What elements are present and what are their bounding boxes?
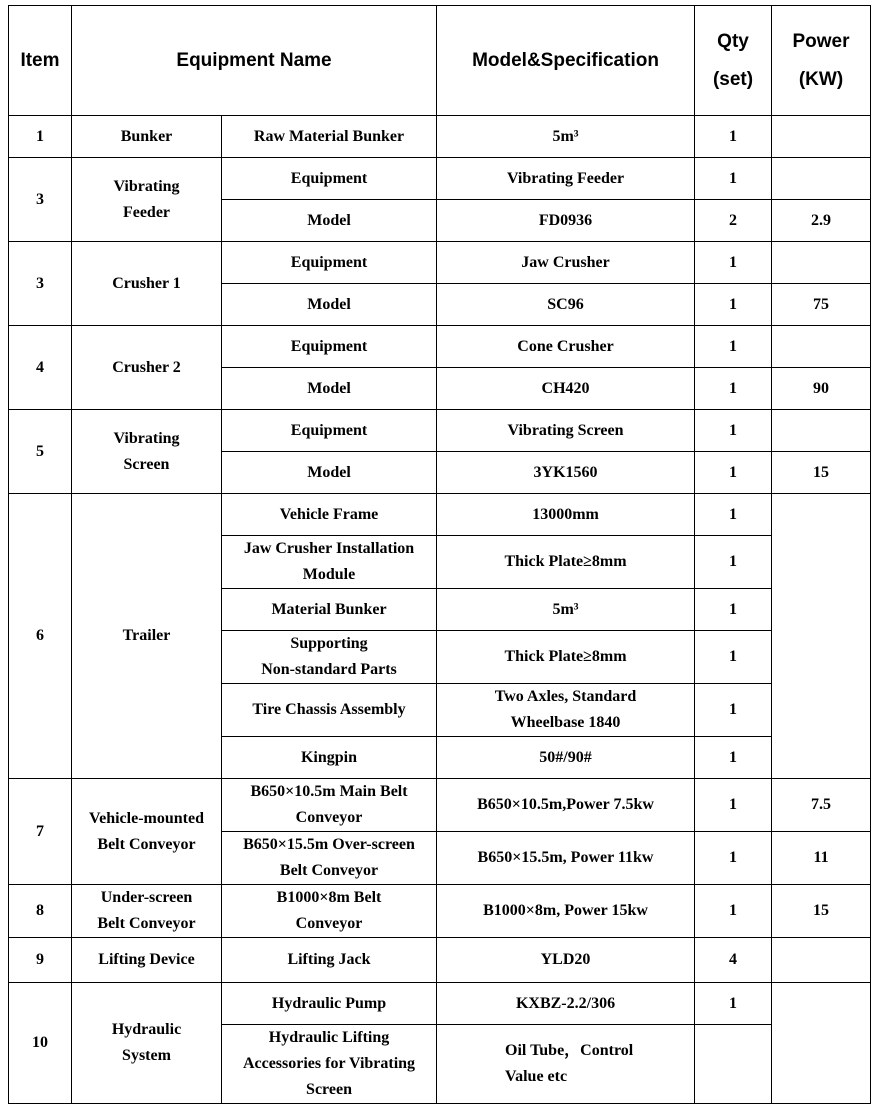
table-row bbox=[9, 116, 871, 158]
header-equipment-name: Equipment Name bbox=[72, 6, 437, 116]
component-name-line: B650×10.5m Main Belt bbox=[250, 783, 408, 800]
item-number: 6 bbox=[9, 494, 72, 779]
component-name: Model bbox=[222, 368, 437, 410]
qty-cell: 1 bbox=[695, 410, 772, 452]
table-row bbox=[9, 494, 871, 536]
table-row bbox=[9, 938, 871, 983]
group-name: Crusher 2 bbox=[72, 326, 222, 410]
spec-cell: B650×15.5m, Power 11kw bbox=[437, 832, 695, 885]
group-name-line: Screen bbox=[123, 455, 170, 473]
spec-cell: B1000×8m, Power 15kw bbox=[437, 885, 695, 938]
table-row bbox=[9, 779, 871, 832]
table-row bbox=[9, 885, 871, 938]
spec-cell: 50#/90# bbox=[437, 737, 695, 779]
component-name: Lifting Jack bbox=[222, 938, 437, 983]
component-name: Model bbox=[222, 200, 437, 242]
group-name: Trailer bbox=[72, 494, 222, 779]
power-cell bbox=[772, 326, 871, 368]
power-cell bbox=[772, 983, 871, 1104]
spec-cell: Thick Plate≥8mm bbox=[437, 536, 695, 589]
qty-cell: 1 bbox=[695, 326, 772, 368]
component-name-line: Accessories for Vibrating bbox=[242, 1055, 416, 1072]
component-name: Kingpin bbox=[222, 737, 437, 779]
qty-cell: 2 bbox=[695, 200, 772, 242]
spec-cell: Jaw Crusher bbox=[437, 242, 695, 284]
spec-cell: 13000mm bbox=[437, 494, 695, 536]
qty-cell: 1 bbox=[695, 779, 772, 832]
power-cell: 2.9 bbox=[772, 200, 871, 242]
item-number: 3 bbox=[9, 158, 72, 242]
group-name: Lifting Device bbox=[72, 938, 222, 983]
qty-cell: 1 bbox=[695, 536, 772, 589]
qty-cell: 1 bbox=[695, 589, 772, 631]
spec-cell: 3YK1560 bbox=[437, 452, 695, 494]
component-name: Model bbox=[222, 452, 437, 494]
qty-cell: 1 bbox=[695, 116, 772, 158]
spec-cell: 5m³ bbox=[437, 116, 695, 158]
component-name bbox=[222, 832, 437, 885]
component-name: Vehicle Frame bbox=[222, 494, 437, 536]
item-number: 9 bbox=[9, 938, 72, 983]
table-row bbox=[9, 410, 871, 452]
component-name: Material Bunker bbox=[222, 589, 437, 631]
component-name: Equipment bbox=[222, 158, 437, 200]
header-power-label: Power bbox=[792, 30, 850, 52]
component-name: Hydraulic Pump bbox=[222, 983, 437, 1025]
spec-cell: Cone Crusher bbox=[437, 326, 695, 368]
header-model-spec: Model&Specification bbox=[437, 6, 695, 116]
spec-cell: Vibrating Screen bbox=[437, 410, 695, 452]
spec-cell: SC96 bbox=[437, 284, 695, 326]
power-cell: 7.5 bbox=[772, 779, 871, 832]
table-row bbox=[9, 983, 871, 1025]
header-item: Item bbox=[9, 6, 72, 116]
spec-cell: KXBZ-2.2/306 bbox=[437, 983, 695, 1025]
header-row bbox=[9, 6, 871, 116]
header-qty bbox=[695, 6, 772, 116]
group-name bbox=[72, 410, 222, 494]
item-number: 7 bbox=[9, 779, 72, 885]
component-name bbox=[222, 779, 437, 832]
group-name bbox=[72, 158, 222, 242]
group-name bbox=[72, 983, 222, 1104]
component-name: Equipment bbox=[222, 326, 437, 368]
component-name-line: Conveyor bbox=[295, 809, 363, 826]
power-cell: 75 bbox=[772, 284, 871, 326]
spec-cell: CH420 bbox=[437, 368, 695, 410]
component-name-line: Supporting bbox=[290, 635, 368, 652]
table-row bbox=[9, 158, 871, 200]
component-name-line: Non-standard Parts bbox=[261, 661, 397, 678]
group-name-line: Vibrating bbox=[113, 177, 180, 195]
spec-line: Value etc bbox=[505, 1068, 568, 1085]
spec-cell: FD0936 bbox=[437, 200, 695, 242]
power-cell bbox=[772, 158, 871, 200]
component-name: Equipment bbox=[222, 242, 437, 284]
qty-cell: 1 bbox=[695, 631, 772, 684]
component-name: Raw Material Bunker bbox=[222, 116, 437, 158]
group-name-line: Feeder bbox=[122, 203, 171, 221]
group-name-line: Hydraulic bbox=[111, 1021, 182, 1038]
power-cell bbox=[772, 410, 871, 452]
qty-cell: 1 bbox=[695, 452, 772, 494]
power-cell: 90 bbox=[772, 368, 871, 410]
item-number: 1 bbox=[9, 116, 72, 158]
group-name bbox=[72, 779, 222, 885]
component-name bbox=[222, 536, 437, 589]
qty-cell: 1 bbox=[695, 158, 772, 200]
qty-cell bbox=[695, 1025, 772, 1104]
table-row bbox=[9, 242, 871, 284]
power-cell bbox=[772, 938, 871, 983]
table-row bbox=[9, 326, 871, 368]
spec-cell bbox=[437, 1025, 695, 1104]
component-name-line: B1000×8m Belt bbox=[276, 889, 382, 906]
qty-cell: 4 bbox=[695, 938, 772, 983]
component-name-line: Hydraulic Lifting bbox=[268, 1029, 390, 1046]
power-cell bbox=[772, 242, 871, 284]
component-name-line: Belt Conveyor bbox=[279, 862, 379, 879]
spec-cell: YLD20 bbox=[437, 938, 695, 983]
qty-cell: 1 bbox=[695, 242, 772, 284]
group-name-line: Vehicle-mounted bbox=[89, 809, 204, 827]
qty-cell: 1 bbox=[695, 368, 772, 410]
component-name-line: Module bbox=[302, 566, 356, 583]
component-name: Tire Chassis Assembly bbox=[222, 684, 437, 737]
qty-cell: 1 bbox=[695, 885, 772, 938]
header-power bbox=[772, 6, 871, 116]
component-name-line: Conveyor bbox=[295, 915, 363, 932]
power-cell bbox=[772, 494, 871, 779]
qty-cell: 1 bbox=[695, 284, 772, 326]
power-cell: 11 bbox=[772, 832, 871, 885]
component-name: Equipment bbox=[222, 410, 437, 452]
spec-line: Wheelbase 1840 bbox=[510, 714, 621, 731]
qty-cell: 1 bbox=[695, 684, 772, 737]
item-number: 8 bbox=[9, 885, 72, 938]
spec-cell: B650×10.5m,Power 7.5kw bbox=[437, 779, 695, 832]
item-number: 4 bbox=[9, 326, 72, 410]
component-name-line: B650×15.5m Over-screen bbox=[243, 836, 415, 853]
component-name-line: Jaw Crusher Installation bbox=[243, 540, 415, 557]
qty-cell: 1 bbox=[695, 983, 772, 1025]
power-cell: 15 bbox=[772, 885, 871, 938]
group-name-line: Vibrating bbox=[113, 429, 180, 447]
header-power-unit: (KW) bbox=[798, 68, 844, 90]
header-qty-unit: (set) bbox=[712, 68, 754, 90]
qty-cell: 1 bbox=[695, 494, 772, 536]
item-number: 3 bbox=[9, 242, 72, 326]
group-name-line: Belt Conveyor bbox=[97, 915, 196, 932]
item-number: 5 bbox=[9, 410, 72, 494]
spec-line: Oil Tube，Control bbox=[505, 1042, 634, 1059]
spec-cell bbox=[437, 684, 695, 737]
component-name bbox=[222, 1025, 437, 1104]
component-name bbox=[222, 885, 437, 938]
group-name-line: Under-screen bbox=[100, 889, 193, 906]
group-name bbox=[72, 885, 222, 938]
spec-cell: Vibrating Feeder bbox=[437, 158, 695, 200]
spec-line: Two Axles, Standard bbox=[494, 688, 637, 705]
qty-cell: 1 bbox=[695, 737, 772, 779]
spec-cell: Thick Plate≥8mm bbox=[437, 631, 695, 684]
item-number: 10 bbox=[9, 983, 72, 1104]
spec-cell: 5m³ bbox=[437, 589, 695, 631]
header-qty-label: Qty bbox=[717, 30, 749, 52]
group-name: Bunker bbox=[72, 116, 222, 158]
component-name bbox=[222, 631, 437, 684]
group-name-line: System bbox=[122, 1047, 171, 1064]
component-name-line: Screen bbox=[306, 1081, 352, 1098]
equipment-table bbox=[8, 5, 871, 1104]
power-cell bbox=[772, 116, 871, 158]
qty-cell: 1 bbox=[695, 832, 772, 885]
group-name-line: Belt Conveyor bbox=[97, 835, 196, 853]
component-name: Model bbox=[222, 284, 437, 326]
group-name: Crusher 1 bbox=[72, 242, 222, 326]
power-cell: 15 bbox=[772, 452, 871, 494]
